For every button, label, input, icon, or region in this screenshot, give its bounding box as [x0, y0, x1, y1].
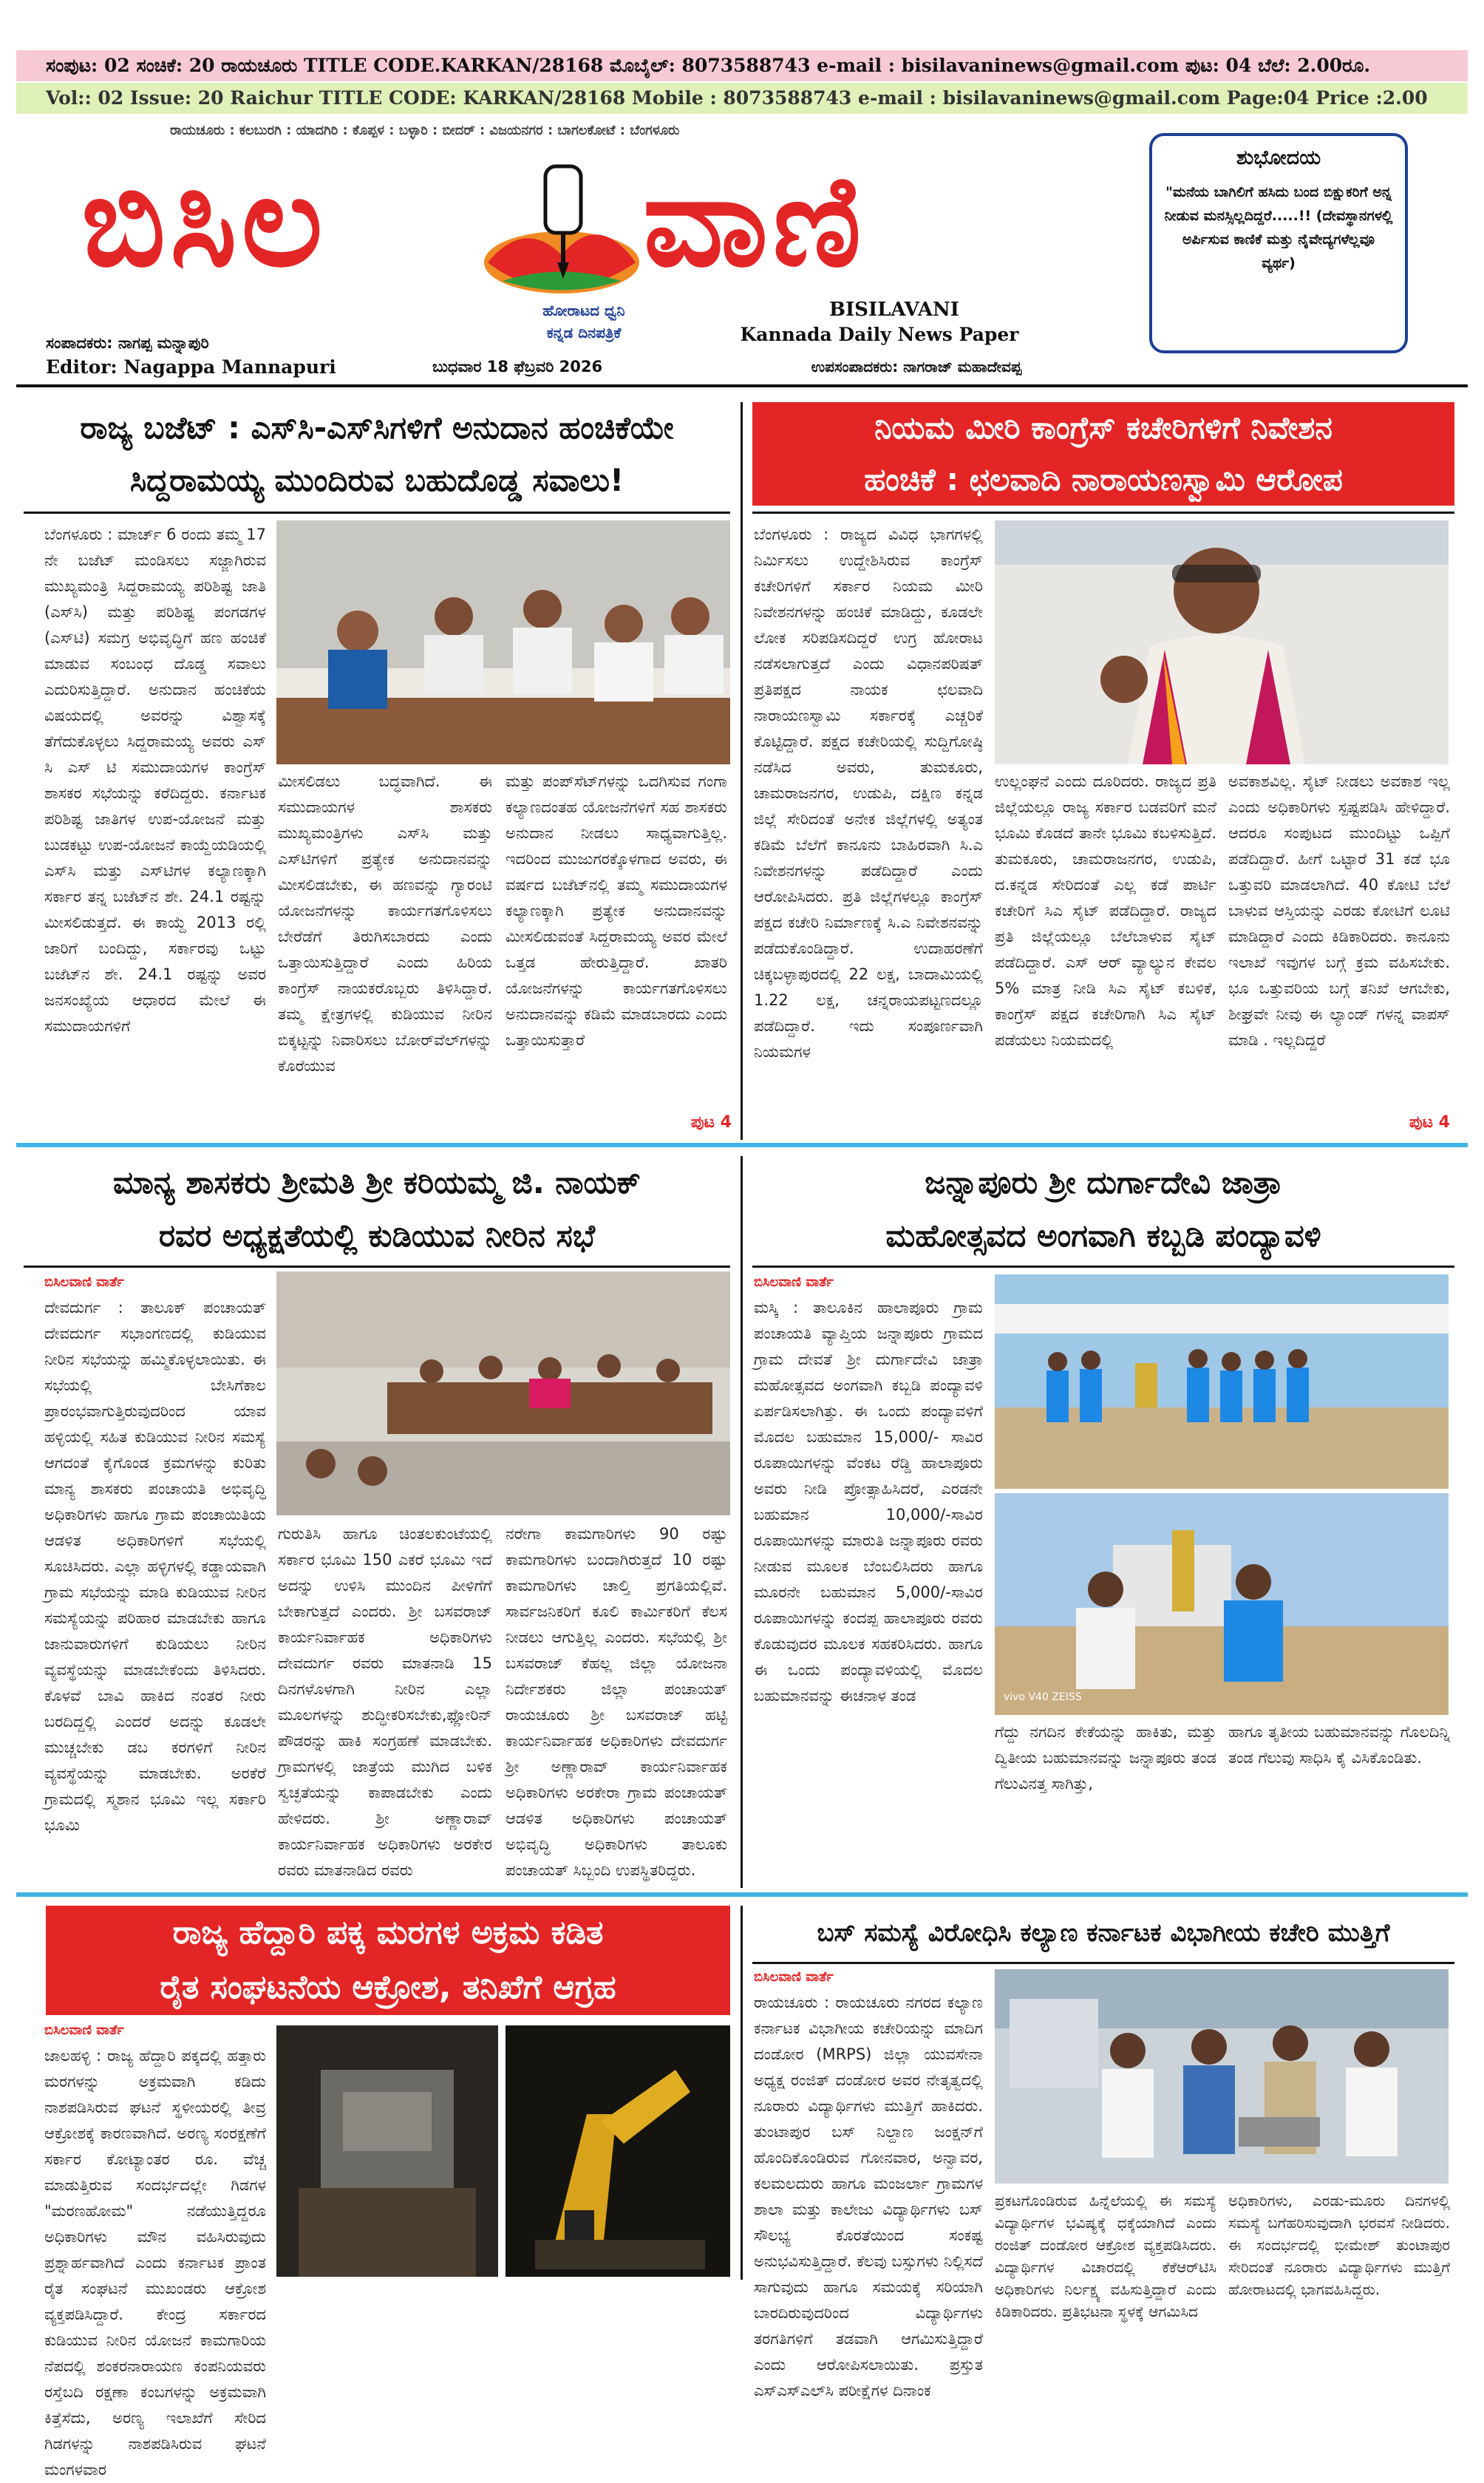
cities-line: ರಾಯಚೂರು : ಕಲಬುರಗಿ : ಯಾದಗಿರಿ : ಕೊಪ್ಪಳ : ಬಳ್ಳಾರಿ : ಬೀದರ್ : ವಿಜಯನಗರ : ಬಾಗಲಕೋಟೆ : ಬೆಂಗಳೂರು [170, 123, 680, 138]
photo-camera-caption: vivo V40 ZEISS [1004, 1691, 1082, 1703]
article-3-rule [24, 1266, 730, 1268]
masthead-rule [16, 384, 1468, 387]
article-1-photo-image [276, 520, 730, 764]
article-4-col-2: ಗೆದ್ದು ನಗದಿನ ಕೇಕೆಯನ್ನು ಹಾಕಿತು, ಮತ್ತು ದ್ವಿತೀಯ ಬಹುಮಾನವನ್ನು ಜನ್ನಾಪೂರು ತಂಡ ಗೆಲುವಿನತ್ತ ಸಾಗಿತ್ತು, [995, 1723, 1216, 1793]
column-divider-bottom [741, 1906, 743, 2280]
article-6-headline: ಬಸ್ ಸಮಸ್ಯೆ ವಿರೋಧಿಸಿ ಕಲ್ಯಾಣ ಕರ್ನಾಟಕ ವಿಭಾಗೀಯ ಕಚೇರಿ ಮುತ್ತಿಗೆ [817, 1918, 1390, 1948]
article-5-col-1: ಜಾಲಹಳ್ಳಿ : ರಾಜ್ಯ ಹೆದ್ದಾರಿ ಪಕ್ಕದಲ್ಲಿ ಹತ್ತಾರು ಮರಗಳನ್ನು ಅಕ್ರಮವಾಗಿ ಕಡಿದು ನಾಶಪಡಿಸಿರುವ ಘಟನೆ ಸ್ಥಳೀಯರಲ್ಲಿ ತೀವ್ರ ಆಕ್ರೋಶಕ್ಕೆ ಕಾರಣವಾಗಿದೆ. ಅರಣ್ಯ ಸಂರಕ್ಷಣೆಗೆ ಸರ್ಕಾರ ಕೋಟ್ಯಾಂತರ ರೂ. ವೆಚ್ಚ ಮಾಡುತ್ತಿರುವ ಸಂದರ್ಭದಲ್ಲೇ ಗಿಡಗಳ "ಮರಣಹೋಮ" ನಡೆಯುತ್ತಿದ್ದರೂ ಅಧಿಕಾರಿಗಳು ಮೌನ ವಹಿಸಿರುವುದು ಪ್ರಶ್ನಾರ್ಹವಾಗಿದೆ ಎಂದು ಕರ್ನಾಟಕ ಪ್ರಾಂತ ರೈತ ಸಂಘಟನೆ ಮುಖಂಡರು ಆಕ್ರೋಶ ವ್ಯಕ್ತಪಡಿಸಿದ್ದಾರೆ. ಕೇಂದ್ರ ಸರ್ಕಾರದ ಕುಡಿಯುವ ನೀರಿನ ಯೋಜನೆ ಕಾಮಗಾರಿಯ ನೆಪದಲ್ಲಿ ಶಂಕರನಾರಾಯಣ ಕಂಪನಿಯವರು ರಸ್ತೆಬದಿ ರಕ್ಷಣಾ ಕಂಬಗಳನ್ನು ಅಕ್ರಮವಾಗಿ ಕಿತ್ತೆಸೆದು, ಅರಣ್ಯ ಇಲಾಖೆಗೆ ಸೇರಿದ ಗಿಡಗಳನ್ನು ನಾಶಪಡಿಸಿರುವ ಘಟನೆ ಮಂಗಳವಾರ [44, 2047, 266, 2479]
article-4-col-3: ಹಾಗೂ ತೃತೀಯ ಬಹುಮಾನವನ್ನು ಗೊಲದಿನ್ನಿ ತಂಡ ಗೆಲುವು ಸಾಧಿಸಿ ಕೈ ವಿಸಿಕೊಂಡಿತು. [1228, 1723, 1450, 1767]
article-4-rule [752, 1266, 1454, 1268]
subtitle-english: Kannada Daily News Paper [740, 324, 1019, 345]
article-3-col-3: ನರೇಗಾ ಕಾಮಗಾರಿಗಳು 90 ರಷ್ಟು ಕಾಮಗಾರಿಗಳು ಬಂದಾಗಿರುತ್ತದೆ 10 ರಷ್ಟು ಕಾಮಗಾರಿಗಳು ಚಾಲ್ತಿ ಪ್ರಗತಿಯಲ್ಲಿವೆ. ಸಾರ್ವಜನಿಕರಿಗೆ ಕೂಲಿ ಕಾರ್ಮಿಕರಿಗೆ ಕೆಲಸ ನೀಡಲು ಆಗುತ್ತಿಲ್ಲ ಎಂದರು. ಸಭೆಯಲ್ಲಿ ಶ್ರೀ ಬಸವರಾಜ್ ಕೆಹಲ್ಲ ಜಿಲ್ಲಾ ಯೋಜನಾ ನಿರ್ದೇಶಕರು ಜಿಲ್ಲಾ ಪಂಚಾಯತ್ ರಾಯಚೂರು ಶ್ರೀ ಬಸವರಾಜ್ ಹಟ್ಟಿ ಕಾರ್ಯನಿರ್ವಾಹಕ ಅಧಿಕಾರಿಗಳು ದೇವದುರ್ಗ ಶ್ರೀ ಅಣ್ಣಾರಾವ್ ಕಾರ್ಯನಿರ್ವಾಹಕ ಅಧಿಕಾರಿಗಳು ಅರಕೇರಾ ಗ್ರಾಮ ಪಂಚಾಯತ್ ಆಡಳಿತ ಅಧಿಕಾರಿಗಳು ಪಂಚಾಯತ್ ಅಭಿವೃದ್ಧಿ ಅಧಿಕಾರಿಗಳು ತಾಲೂಕು ಪಂಚಾಯತ್ ಸಿಬ್ಬಂದಿ ಉಪಸ್ಥಿತರಿದ್ದರು. [506, 1525, 727, 1879]
fist-pen-emblem [480, 152, 643, 299]
article-1-headline-2: ಸಿದ್ದರಾಮಯ್ಯ ಮುಂದಿರುವ ಬಹುದೊಡ್ಡ ಸವಾಲು! [129, 462, 624, 498]
article-1-col-2: ಮೀಸಲಿಡಲು ಬದ್ಧವಾಗಿದೆ. ಈ ಸಮುದಾಯಗಳ ಶಾಸಕರು ಮುಖ್ಯಮಂತ್ರಿಗಳು ಎಸ್‌ಸಿ ಮತ್ತು ಎಸ್‌ಟಿಗಳಿಗೆ ಪ್ರತ್ಯೇಕ ಅನುದಾನವನ್ನು ಮೀಸಲಿಡಬೇಕು, ಈ ಹಣವನ್ನು ಗ್ಯಾರಂಟಿ ಯೋಜನೆಗಳನ್ನು ಕಾರ್ಯಗತಗೊಳಿಸಲು ಬೇರೆಡೆಗೆ ತಿರುಗಿಸಬಾರದು ಎಂದು ಒತ್ತಾಯಿಸುತ್ತಿದ್ದಾರೆ ಎಂದು ಹಿರಿಯ ಕಾಂಗ್ರೆಸ್ ನಾಯಕರೊಬ್ಬರು ತಿಳಿಸಿದ್ದಾರೆ. ತಮ್ಮ ಕ್ಷೇತ್ರಗಳಲ್ಲಿ ಕುಡಿಯುವ ನೀರಿನ ಬಿಕ್ಕಟ್ಟನ್ನು ನಿವಾರಿಸಲು ಬೋರ್‌ವೆಲ್‌ಗಳನ್ನು ಕೊರೆಯುವ [278, 772, 492, 1075]
article-6-credit: ಬಿಸಿಲವಾಣಿ ವಾರ್ತೆ [754, 1969, 834, 1985]
article-5-headline-box [46, 1906, 730, 2015]
article-2-photo-image [995, 520, 1449, 764]
tagline-2: ಕನ್ನಡ ದಿನಪತ್ರಿಕೆ [546, 324, 622, 342]
article-2-headline-2: ಹಂಚಿಕೆ : ಛಲವಾದಿ ನಾರಾಯಣಸ್ವಾಮಿ ಆರೋಪ [864, 461, 1343, 497]
article-6-rule [752, 1962, 1454, 1964]
article-4-headline-1: ಜನ್ನಾಪೂರು ಶ್ರೀ ದುರ್ಗಾದೇವಿ ಜಾತ್ರಾ [925, 1164, 1282, 1200]
article-6-col-1: ರಾಯಚೂರು : ರಾಯಚೂರು ನಗರದ ಕಲ್ಯಾಣ ಕರ್ನಾಟಕ ವಿಭಾಗೀಯ ಕಚೇರಿಯನ್ನು ಮಾದಿಗ ದಂಡೋರ (MRPS) ಜಿಲ್ಲಾ ಯುವಸೇನಾ ಅಧ್ಯಕ್ಷ ರಂಜಿತ್ ದಂಡೋರ ಅವರ ನೇತೃತ್ವದಲ್ಲಿ ನೂರಾರು ವಿದ್ಯಾರ್ಥಿಗಳು ಮುತ್ತಿಗೆ ಹಾಕಿದರು. ತುಂಟಾಪುರ ಬಸ್ ನಿಲ್ದಾಣ ಜಂಕ್ಷನ್‌ಗೆ ಹೊಂದಿಕೊಂಡಿರುವ ಗೋನವಾರ, ಅನ್ವಾವರ, ಕಲಮಲದುರು ಹಾಗೂ ಮಂಜರ್ಲಾ ಗ್ರಾಮಗಳ ಶಾಲಾ ಮತ್ತು ಕಾಲೇಜು ವಿದ್ಯಾರ್ಥಿಗಳು ಬಸ್ ಸೌಲಭ್ಯ ಕೊರತೆಯಿಂದ ಸಂಕಷ್ಟ ಅನುಭವಿಸುತ್ತಿದ್ದಾರೆ. ಕೆಲವು ಬಸ್ಸುಗಳು ನಿಲ್ಲಿಸದೆ ಸಾಗುವುದು ಹಾಗೂ ಸಮಯಕ್ಕೆ ಸರಿಯಾಗಿ ಬಾರದಿರುವುದರಿಂದ ವಿದ್ಯಾರ್ಥಿಗಳು ತರಗತಿಗಳಿಗೆ ತಡವಾಗಿ ಆಗಮಿಸುತ್ತಿದ್ದಾರೆ ಎಂದು ಆರೋಪಿಸಲಾಯಿತು. ಪ್ರಸ್ತುತ ಎಸ್‌ಎಸ್‌ಎಲ್‌ಸಿ ಪರೀಕ್ಷೆಗಳ ದಿನಾಂಕ [754, 1994, 983, 2399]
article-6-col-3: ಅಧಿಕಾರಿಗಳು, ಎರಡು-ಮೂರು ದಿನಗಳಲ್ಲಿ ಸಮಸ್ಯೆ ಬಗೆಹರಿಸುವುದಾಗಿ ಭರವಸೆ ನೀಡಿದರು. ಈ ಸಂದರ್ಭದಲ್ಲಿ ಭೀಮೇಶ್ ತುಂಟಾಪುರ ಸೇರಿದಂತೆ ನೂರಾರು ವಿದ್ಯಾರ್ಥಿಗಳು ಮುತ್ತಿಗೆ ಹೋರಾಟದಲ್ಲಿ ಭಾಗವಹಿಸಿದ್ದರು. [1228, 2192, 1450, 2298]
info-band-kannada: ಸಂಪುಟ: 02 ಸಂಚಿಕೆ: 20 ರಾಯಚೂರು TITLE CODE.KARKAN/28168 ಮೊಬೈಲ್: 8073588743 e-mail : bisilavaninews@gmail.com ಪುಟ: 04 ಬೆಲೆ: 2.00ರೂ. [16, 50, 1468, 81]
article-5-photo-1 [276, 2025, 498, 2277]
article-2-col-3: ಅವಕಾಶವಿಲ್ಲ. ಸೈಟ್ ನೀಡಲು ಅವಕಾಶ ಇಲ್ಲ ಎಂದು ಅಧಿಕಾರಿಗಳು ಸ್ಪಷ್ಟಪಡಿಸಿ ಹೇಳಿದ್ದಾರೆ. ಆದರೂ ಸಂಪುಟದ ಮುಂದಿಟ್ಟು ಒಪ್ಪಿಗೆ ಪಡೆದಿದ್ದಾರೆ. ಹೀಗೆ ಒಟ್ಟಾರೆ 31 ಕಡೆ ಭೂ ಒತ್ತುವರಿ ಮಾಡಲಾಗಿದೆ. 40 ಕೋಟಿ ಬೆಲೆ ಬಾಳುವ ಆಸ್ತಿಯನ್ನು ಎರಡು ಕೋಟಿಗೆ ಲೂಟಿ ಮಾಡಿದ್ದಾರೆ ಎಂದು ಕಿಡಿಕಾರಿದರು. ಕಾನೂನು ಇಲಾಖೆ ಇವುಗಳ ಬಗ್ಗೆ ಕ್ರಮ ವಹಿಸಬೇಕು. ಭೂ ಒತ್ತುವರಿಯ ಬಗ್ಗೆ ತನಿಖೆ ಆಗಬೇಕು, ಶೀಘ್ರವೇ ನೀವು ಈ ಲ್ಯಾಂಡ್ ಗಳನ್ನ ವಾಪಸ್ ಮಾಡಿ . ಇಲ್ಲದಿದ್ದರೆ [1228, 772, 1450, 1049]
issue-date: ಬುಧವಾರ 18 ಫೆಬ್ರವರಿ 2026 [432, 358, 603, 376]
article-1-photo [276, 520, 730, 764]
article-6-photo-image [995, 1969, 1449, 2184]
masthead-logo [81, 144, 1042, 322]
article-6-col-2: ಪ್ರಕಟಗೊಂಡಿರುವ ಹಿನ್ನೆಲೆಯಲ್ಲಿ ಈ ಸಮಸ್ಯೆ ವಿದ್ಯಾರ್ಥಿಗಳ ಭವಿಷ್ಯಕ್ಕೆ ಧಕ್ಕೆಯಾಗಿದೆ ಎಂದು ರಂಜಿತ್ ದಂಡೋರ ಆಕ್ರೋಶ ವ್ಯಕ್ತಪಡಿಸಿದರು. ವಿದ್ಯಾರ್ಥಿಗಳ ವಿಚಾರದಲ್ಲಿ ಕೆಕೆಆರ್‌ಟಿಸಿ ಅಧಿಕಾರಿಗಳು ನಿರ್ಲಕ್ಷ್ಯ ವಹಿಸುತ್ತಿದ್ದಾರೆ ಎಂದು ಕಿಡಿಕಾರಿದರು. ಪ್ರತಿಭಟನಾ ಸ್ಥಳಕ್ಕೆ ಆಗಮಿಸಿದ [995, 2192, 1216, 2320]
name-english: BISILAVANI [829, 299, 959, 321]
article-5-photo-1-image [276, 2025, 498, 2277]
column-divider-middle [741, 1156, 743, 1888]
article-5-headline-1: ರಾಜ್ಯ ಹೆದ್ದಾರಿ ಪಕ್ಕ ಮರಗಳ ಅಕ್ರಮ ಕಡಿತ [172, 1914, 604, 1952]
article-3-col-2: ಗುರುತಿಸಿ ಹಾಗೂ ಚಿಂತಲಕುಂಟೆಯಲ್ಲಿ ಸರ್ಕಾರ ಭೂಮಿ 150 ಎಕರೆ ಭೂಮಿ ಇದೆ ಅದನ್ನು ಉಳಿಸಿ ಮುಂದಿನ ಪೀಳಿಗೆಗೆ ಬೇಕಾಗುತ್ತದೆ ಎಂದರು. ಶ್ರೀ ಬಸವರಾಜ್ ಕಾರ್ಯನಿರ್ವಾಹಕ ಅಧಿಕಾರಿಗಳು ದೇವದುರ್ಗ ರವರು ಮಾತನಾಡಿ 15 ದಿನಗಳೊಳಗಾಗಿ ನೀರಿನ ಎಲ್ಲಾ ಮೂಲಗಳನ್ನು ಶುದ್ಧೀಕರಿಸಬೇಕು,ಫ್ಲೋರಿನ್ ಪೌಡರನ್ನು ಹಾಕಿ ಸಂಗ್ರಹಣೆ ಮಾಡಬೇಕು. ಗ್ರಾಮಗಳಲ್ಲಿ ಜಾತ್ರೆಯ ಮುಗಿದ ಬಳಿಕ ಸ್ವಚ್ಛತೆಯನ್ನು ಕಾಪಾಡಬೇಕು ಎಂದು ಹೇಳಿದರು. ಶ್ರೀ ಅಣ್ಣಾರಾವ್ ಕಾರ್ಯನಿರ್ವಾಹಕ ಅಧಿಕಾರಿಗಳು ಅರಕೇರ ರವರು ಮಾತನಾಡಿದ ರವರು [278, 1525, 492, 1879]
article-1-rule [24, 512, 730, 514]
tagline-1: ಹೋರಾಟದ ಧ್ವನಿ [542, 302, 625, 319]
article-5-photo-2 [506, 2025, 730, 2277]
article-3-headline-1: ಮಾನ್ಯ ಶಾಸಕರು ಶ್ರೀಮತಿ ಶ್ರೀ ಕರಿಯಮ್ಮ ಜಿ. ನಾಯಕ್ [113, 1164, 641, 1200]
article-2-headline-1: ನಿಯಮ ಮೀರಿ ಕಾಂಗ್ರೆಸ್ ಕಚೇರಿಗಳಿಗೆ ನಿವೇಶನ [874, 410, 1332, 446]
article-5-headline-2: ರೈತ ಸಂಘಟನೆಯ ಆಕ್ರೋಶ, ತನಿಖೆಗೆ ಆಗ್ರಹ [160, 1969, 616, 2006]
article-3-headline-2: ರವರ ಅಧ್ಯಕ್ಷತೆಯಲ್ಲಿ ಕುಡಿಯುವ ನೀರಿನ ಸಭೆ [158, 1217, 596, 1254]
article-1-continued[interactable]: ಪುಟ 4 [690, 1113, 732, 1132]
article-3-col-1: ದೇವದುರ್ಗ : ತಾಲೂಕ್ ಪಂಚಾಯತ್ ದೇವದುರ್ಗ ಸಭಾಂಗಣದಲ್ಲಿ ಕುಡಿಯುವ ನೀರಿನ ಸಭೆಯನ್ನು ಹಮ್ಮಿಕೊಳ್ಳಲಾಯಿತು. ಈ ಸಭೆಯಲ್ಲಿ ಬೇಸಿಗೆಕಾಲ ಪ್ರಾರಂಭವಾಗುತ್ತಿರುವುದರಿಂದ ಯಾವ ಹಳ್ಳಿಯಲ್ಲಿ ಸಹಿತ ಕುಡಿಯುವ ನೀರಿನ ಸಮಸ್ಯೆ ಆಗದಂತೆ ಕೈಗೊಂಡ ಕ್ರಮಗಳನ್ನು ಕುರಿತು ಮಾನ್ಯ ಶಾಸಕರು ಪಂಚಾಯತಿ ಅಭಿವೃದ್ಧಿ ಅಧಿಕಾರಿಗಳು ಹಾಗೂ ಗ್ರಾಮ ಪಂಚಾಯಿತಿಯ ಆಡಳಿತ ಅಧಿಕಾರಿಗಳಿಗೆ ಸಭೆಯಲ್ಲಿ ಸೂಚಿಸಿದರು. ಎಲ್ಲಾ ಹಳ್ಳಿಗಳಲ್ಲಿ ಕಡ್ಡಾಯವಾಗಿ ಗ್ರಾಮ ಸಭೆಯನ್ನು ಮಾಡಿ ಕುಡಿಯುವ ನೀರಿನ ಸಮಸ್ಯೆಯನ್ನು ಪರಿಹಾರ ಮಾಡಬೇಕು ಹಾಗೂ ಜಾನುವಾರುಗಳಿಗೆ ಕುಡಿಯಲು ನೀರಿನ ವ್ಯವಸ್ಥೆಯನ್ನು ಮಾಡಬೇಕೆಂದು ತಿಳಿಸಿದರು. ಕೊಳವೆ ಬಾವಿ ಹಾಕಿದ ನಂತರ ನೀರು ಬರದಿದ್ದಲ್ಲಿ ಎಂದರೆ ಅದನ್ನು ಕೂಡಲೇ ಮುಚ್ಚಬೇಕು ಡಬ ಕರಗಳಿಗೆ ನೀರಿನ ವ್ಯವಸ್ಥೆಯನ್ನು ಮಾಡಬೇಕು. ಅರಕೆರೆ ಗ್ರಾಮದಲ್ಲಿ ಸ್ಮಶಾನ ಭೂಮಿ ಇಲ್ಲ ಸರ್ಕಾರಿ ಭೂಮಿ [44, 1299, 266, 1834]
article-4-photo-1 [995, 1274, 1449, 1489]
subeditor-kannada: ಉಪಸಂಪಾದಕರು: ನಾಗರಾಜ್ ಮಹಾದೇವಪ್ಪ [811, 358, 1022, 376]
article-5-credit: ಬಿಸಿಲವಾಣಿ ವಾರ್ತೆ [44, 2022, 124, 2038]
editor-english: Editor: Nagappa Mannapuri [46, 356, 336, 378]
section-rule-2 [16, 1892, 1468, 1897]
article-1-headline-1: ರಾಜ್ಯ ಬಜೆಟ್ : ಎಸ್‌ಸಿ-ಎಸ್‌ಸಿಗಳಿಗೆ ಅನುದಾನ ಹಂಚಿಕೆಯೇ [80, 410, 674, 446]
article-5-photo-2-image [506, 2025, 730, 2277]
section-rule-1 [16, 1143, 1468, 1147]
article-4-photo-2-image [995, 1493, 1449, 1715]
article-1-col-1: ಬೆಂಗಳೂರು : ಮಾರ್ಚ್ 6 ರಂದು ತಮ್ಮ 17 ನೇ ಬಜೆಟ್ ಮಂಡಿಸಲು ಸಜ್ಜಾಗಿರುವ ಮುಖ್ಯಮಂತ್ರಿ ಸಿದ್ದರಾಮಯ್ಯ ಪರಿಶಿಷ್ಟ ಜಾತಿ (ಎಸ್‌ಸಿ) ಮತ್ತು ಪರಿಶಿಷ್ಟ ಪಂಗಡಗಳ (ಎಸ್‌ಟಿ) ಸಮಗ್ರ ಅಭಿವೃದ್ಧಿಗೆ ಹಣ ಹಂಚಿಕೆ ಮಾಡುವ ಸಂಬಂಧ ದೊಡ್ಡ ಸವಾಲು ಎದುರಿಸುತ್ತಿದ್ದಾರೆ. ಅನುದಾನ ಹಂಚಿಕೆಯ ವಿಷಯದಲ್ಲಿ ಅವರನ್ನು ವಿಶ್ವಾಸಕ್ಕೆ ತೆಗೆದುಕೊಳ್ಳಲು ಸಿದ್ದರಾಮಯ್ಯ ಅವರು ಎಸ್ ಸಿ ಎಸ್ ಟಿ ಸಮುದಾಯಗಳ ಕಾಂಗ್ರೆಸ್ ಶಾಸಕರ ಸಭೆಯನ್ನು ಕರೆದಿದ್ದರು. ಕರ್ನಾಟಕ ಪರಿಶಿಷ್ಟ ಜಾತಿಗಳ ಉಪ-ಯೋಜನೆ ಮತ್ತು ಬುಡಕಟ್ಟು ಉಪ-ಯೋಜನೆ ಕಾಯ್ದೆಯಡಿಯಲ್ಲಿ ಎಸ್‌ಸಿ ಮತ್ತು ಎಸ್‌ಟಿಗಳ ಕಲ್ಯಾಣಕ್ಕಾಗಿ ಸರ್ಕಾರ ತನ್ನ ಬಜೆಟ್‌ನ ಶೇ. 24.1 ರಷ್ಟನ್ನು ಮೀಸಲಿಡುತ್ತದೆ. ಈ ಕಾಯ್ದೆ 2013 ರಲ್ಲಿ ಜಾರಿಗೆ ಬಂದಿದ್ದು, ಸರ್ಕಾರವು ಒಟ್ಟು ಬಜೆಟ್‌ನ ಶೇ. 24.1 ರಷ್ಟನ್ನು ಅವರ ಜನಸಂಖ್ಯೆಯ ಆಧಾರದ ಮೇಲೆ ಈ ಸಮುದಾಯಗಳಿಗೆ [44, 526, 266, 1035]
article-3-photo [276, 1271, 730, 1515]
thought-box-title: ಶುಭೋದಯ [1236, 146, 1321, 169]
title-right: ವಾಣಿ [643, 149, 866, 295]
editor-kannada: ಸಂಪಾದಕರು: ನಾಗಪ್ಪ ಮನ್ನಾಪುರಿ [46, 334, 209, 352]
article-1-col-3: ಮತ್ತು ಪಂಪ್‌ಸೆಟ್‌ಗಳನ್ನು ಒದಗಿಸುವ ಗಂಗಾ ಕಲ್ಯಾಣದಂತಹ ಯೋಜನೆಗಳಿಗೆ ಸಹ ಶಾಸಕರು ಅನುದಾನ ನೀಡಲು ಸಾಧ್ಯವಾಗುತ್ತಿಲ್ಲ. ಇದರಿಂದ ಮುಜುಗರಕ್ಕೊಳಗಾದ ಅವರು, ಈ ವರ್ಷದ ಬಜೆಟ್‌ನಲ್ಲಿ ತಮ್ಮ ಸಮುದಾಯಗಳ ಕಲ್ಯಾಣಕ್ಕಾಗಿ ಪ್ರತ್ಯೇಕ ಅನುದಾನವನ್ನು ಮೀಸಲಿಡುವಂತೆ ಸಿದ್ದರಾಮಯ್ಯ ಅವರ ಮೇಲೆ ಒತ್ತಡ ಹೇರುತ್ತಿದ್ದಾರೆ. ಖಾತರಿ ಯೋಜನೆಗಳನ್ನು ಕಾರ್ಯಗತಗೊಳಿಸಲು ಅನುದಾನವನ್ನು ಕಡಿಮೆ ಮಾಡಬಾರದು ಎಂದು ಒತ್ತಾಯಿಸುತ್ತಾರೆ [506, 772, 727, 1049]
column-divider-top [741, 402, 743, 1140]
thought-box [1149, 133, 1408, 353]
article-4-credit: ಬಿಸಿಲವಾಣಿ ವಾರ್ತೆ [754, 1274, 834, 1290]
thought-box-text: "ಮನೆಯ ಬಾಗಿಲಿಗೆ ಹಸಿದು ಬಂದ ಬಿಕ್ಷುಕರಿಗೆ ಅನ್ನ ನೀಡುವ ಮನಸ್ಸಿಲ್ಲದಿದ್ದರೆ.....!! (ದೇವಸ್ಥಾನಗಳಲ್ಲಿ ಅರ್ಪಿಸುವ ಕಾಣಿಕೆ ಮತ್ತು ನೈವೇದ್ಯಗಳೆಲ್ಲವೂ ವ್ಯರ್ಥ) [1164, 184, 1393, 271]
article-4-photo-1-image [995, 1274, 1449, 1489]
title-left: ಬಿಸಿಲ [81, 149, 327, 295]
article-3-photo-image [276, 1271, 730, 1515]
article-4-headline-2: ಮಹೋತ್ಸವದ ಅಂಗವಾಗಿ ಕಬ್ಬಡಿ ಪಂದ್ಯಾವಳಿ [885, 1217, 1321, 1254]
article-2-col-1: ಬೆಂಗಳೂರು : ರಾಜ್ಯದ ವಿವಿಧ ಭಾಗಗಳಲ್ಲಿ ನಿರ್ಮಿಸಲು ಉದ್ದೇಶಿಸಿರುವ ಕಾಂಗ್ರೆಸ್ ಕಚೇರಿಗಳಿಗೆ ಸರ್ಕಾರ ನಿಯಮ ಮೀರಿ ನಿವೇಶನಗಳನ್ನು ಹಂಚಿಕೆ ಮಾಡಿದ್ದು, ಕೂಡಲೇ ಲೋಕ ಸರಿಪಡಿಸದಿದ್ದರೆ ಉಗ್ರ ಹೋರಾಟ ನಡೆಸಲಾಗುತ್ತದೆ ಎಂದು ವಿಧಾನಪರಿಷತ್ ಪ್ರತಿಪಕ್ಷದ ನಾಯಕ ಛಲವಾದಿ ನಾರಾಯಣಸ್ವಾಮಿ ಸರ್ಕಾರಕ್ಕೆ ಎಚ್ಚರಿಕೆ ಕೊಟ್ಟಿದ್ದಾರೆ. ಪಕ್ಷದ ಕಚೇರಿಯಲ್ಲಿ ಸುದ್ದಿಗೋಷ್ಠಿ ನಡೆಸಿದ ಅವರು, ತುಮಕೂರು, ಚಾಮರಾಜನಗರ, ಉಡುಪಿ, ದಕ್ಷಿಣ ಕನ್ನಡ ಜಿಲ್ಲೆ ಸೇರಿದಂತೆ ಅನೇಕ ಜಿಲ್ಲೆಗಳಲ್ಲಿ ಅತ್ಯಂತ ಕಡಿಮೆ ಬೆಲೆಗೆ ಕಾನೂನು ಬಾಹಿರವಾಗಿ ಸಿ.ಎ ನಿವೇಶನಗಳನ್ನು ಪಡೆದಿದ್ದಾರೆ ಎಂದು ಆರೋಪಿಸಿದರು. ಪ್ರತಿ ಜಿಲ್ಲೆಗಳಲ್ಲೂ ಕಾಂಗ್ರೆಸ್ ಪಕ್ಷದ ಕಚೇರಿ ನಿರ್ಮಾಣಕ್ಕೆ ಸಿ.ಎ ನಿವೇಶನವನ್ನು ಪಡೆದುಕೊಂಡಿದ್ದಾರೆ. ಉದಾಹರಣೆಗೆ ಚಿಕ್ಕಬಳ್ಳಾಪುರದಲ್ಲಿ 22 ಲಕ್ಷ, ಬಾದಾಮಿಯಲ್ಲಿ 1.22 ಲಕ್ಷ, ಚನ್ನರಾಯಪಟ್ಟಣದಲ್ಲೂ ಪಡೆದಿದ್ದಾರೆ. ಇದು ಸಂಪೂರ್ಣವಾಗಿ ನಿಯಮಗಳ [754, 526, 983, 1061]
article-2-col-2: ಉಲ್ಲಂಘನೆ ಎಂದು ದೂರಿದರು. ರಾಜ್ಯದ ಪ್ರತಿ ಜಿಲ್ಲೆಯಲ್ಲೂ ರಾಜ್ಯ ಸರ್ಕಾರ ಬಡವರಿಗೆ ಮನೆ ಭೂಮಿ ಕೊಡದೆ ತಾನೇ ಭೂಮಿ ಕಬಳಿಸುತ್ತಿದೆ. ತುಮಕೂರು, ಚಾಮರಾಜನಗರ, ಉಡುಪಿ, ದ.ಕನ್ನಡ ಸೇರಿದಂತೆ ಎಲ್ಲ ಕಡೆ ಪಾರ್ಟಿ ಕಚೇರಿಗೆ ಸಿಎ ಸೈಟ್ ಪಡೆದಿದ್ದಾರೆ. ರಾಜ್ಯದ ಪ್ರತಿ ಜಿಲ್ಲೆಯಲ್ಲೂ ಬೆಲೆಬಾಳುವ ಸೈಟ್ ಪಡೆದಿದ್ದಾರೆ. ಎಸ್ ಆರ್ ವ್ಯಾಲ್ಯುನ ಕೇವಲ 5% ಮಾತ್ರ ನೀಡಿ ಸಿಎ ಸೈಟ್ ಕಬಳಿಕೆ, ಕಾಂಗ್ರೆಸ್ ಪಕ್ಷದ ಕಚೇರಿಗಾಗಿ ಸಿಎ ಸೈಟ್ ಪಡೆಯಲು ನಿಯಮದಲ್ಲಿ [995, 772, 1216, 1049]
article-3-credit: ಬಿಸಿಲವಾಣಿ ವಾರ್ತೆ [44, 1274, 124, 1290]
article-4-photo-2 [995, 1493, 1449, 1715]
info-band-english: Vol:: 02 Issue: 20 Raichur TITLE CODE: KARKAN/28168 Mobile : 8073588743 e-mail : bisilavaninews@gmail.com Page:04 Price :2.00 [16, 83, 1468, 114]
article-2-rule [752, 512, 1454, 514]
article-4-col-1: ಮಸ್ಕಿ : ತಾಲೂಕಿನ ಹಾಲಾಪೂರು ಗ್ರಾಮ ಪಂಚಾಯತಿ ವ್ಯಾಪ್ತಿಯ ಜನ್ನಾಪೂರು ಗ್ರಾಮದ ಗ್ರಾಮ ದೇವತೆ ಶ್ರೀ ದುರ್ಗಾದೇವಿ ಜಾತ್ರಾ ಮಹೋತ್ಸವದ ಅಂಗವಾಗಿ ಕಬ್ಬಡಿ ಪಂದ್ಯಾವಳಿ ಏರ್ಪಡಿಸಲಾಗಿತ್ತು. ಈ ಒಂದು ಪಂದ್ಯಾವಳಿಗೆ ಮೊದಲ ಬಹುಮಾನ 15,000/- ಸಾವಿರ ರೂಪಾಯಿಗಳನ್ನು ವೆಂಕಟ ರೆಡ್ಡಿ ಹಾಲಾಪೂರು ಅವರು ನೀಡಿ ಪ್ರೋತ್ಸಾಹಿಸಿದರೆ, ಎರಡನೇ ಬಹುಮಾನ 10,000/-ಸಾವಿರ ರೂಪಾಯಿಗಳನ್ನು ಮಾರುತಿ ಜನ್ನಾಪೂರು ರವರು ನೀಡುವ ಮೂಲಕ ಬೆಂಬಲಿಸಿದರು ಹಾಗೂ ಮೂರನೇ ಬಹುಮಾನ 5,000/-ಸಾವಿರ ರೂಪಾಯಿಗಳನ್ನು ಕಂದಪ್ಪ ಹಾಲಾಪೂರು ರವರು ಕೊಡುವುದರ ಮೂಲಕ ಸಹಕರಿಸಿದರು. ಹಾಗೂ ಈ ಒಂದು ಪಂದ್ಯಾವಳಿಯಲ್ಲಿ ಮೊದಲ ಬಹುಮಾನವನ್ನು ಈಚನಾಳ ತಂಡ [754, 1299, 983, 1705]
article-6-photo [995, 1969, 1449, 2184]
article-2-continued[interactable]: ಪುಟ 4 [1409, 1113, 1450, 1132]
article-2-headline-box [752, 402, 1454, 506]
article-2-photo [995, 520, 1449, 764]
